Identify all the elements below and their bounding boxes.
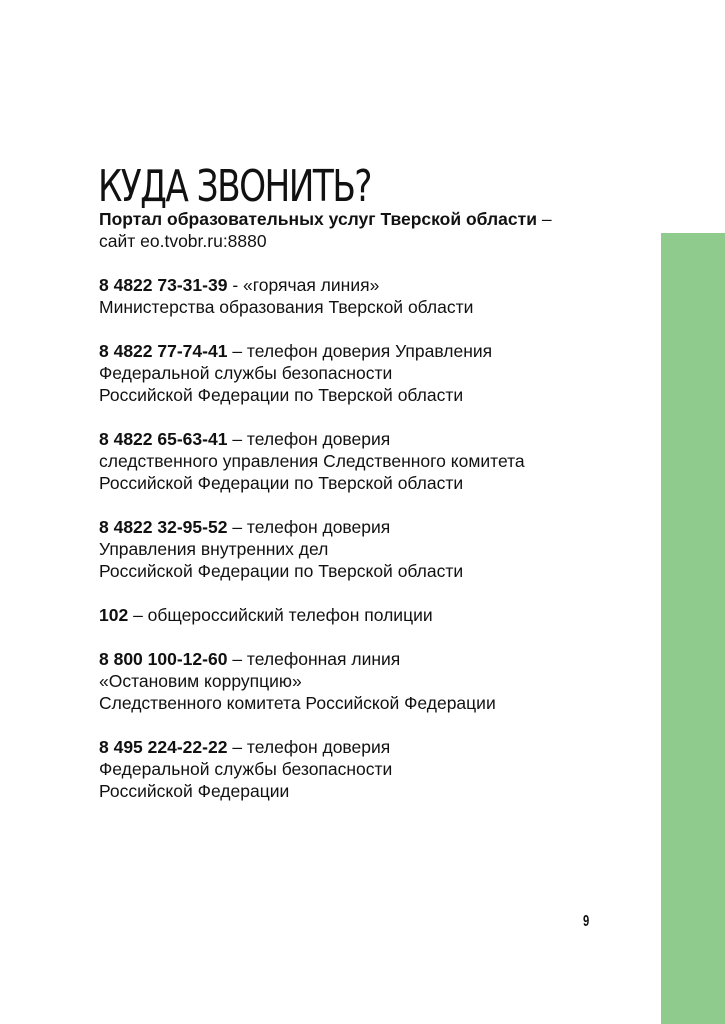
entry-bold-text: Портал образовательных услуг Тверской области xyxy=(99,209,537,229)
entry-heading-line xyxy=(99,340,639,362)
entry-line: Следственного комитета Российской Федерации xyxy=(99,693,496,713)
entry-heading-line xyxy=(99,648,639,670)
entry-line: Российской Федерации по Тверской области xyxy=(99,473,464,493)
entry-line: Управления внутренних дел xyxy=(99,539,329,559)
entry-line: следственного управления Следственного комитета xyxy=(99,451,525,471)
page-title: КУДА ЗВОНИТЬ? xyxy=(98,161,371,213)
entry-line: Российской Федерации по Тверской области xyxy=(99,385,464,405)
page-number: 9 xyxy=(583,913,590,930)
entry-line: Федеральной службы безопасности xyxy=(99,759,393,779)
entry-line: Российской Федерации по Тверской области xyxy=(99,561,464,581)
entry-phone-number: 8 4822 32-95-52 xyxy=(99,517,228,537)
entry-phone-number: 8 800 100-12-60 xyxy=(99,649,228,669)
entry-rest-text: – телефон доверия xyxy=(227,429,391,449)
contact-entry xyxy=(99,274,639,318)
entry-rest-text: – телефон доверия Управления xyxy=(227,341,493,361)
contact-entry xyxy=(99,648,639,714)
entry-heading-line xyxy=(99,516,639,538)
entry-heading-line xyxy=(99,604,639,626)
entry-phone-number: 8 4822 65-63-41 xyxy=(99,429,228,449)
entry-line: «Остановим коррупцию» xyxy=(99,671,302,691)
entry-line: Федеральной службы безопасности xyxy=(99,363,393,383)
entry-phone-number: 8 495 224-22-22 xyxy=(99,737,228,757)
contact-entry xyxy=(99,428,639,494)
entry-heading-line xyxy=(99,274,639,296)
entry-rest-text: – телефонная линия xyxy=(227,649,401,669)
entry-heading-line xyxy=(99,736,639,758)
entry-heading-line xyxy=(99,208,639,230)
entry-rest-text: – телефон доверия xyxy=(227,517,391,537)
contact-list xyxy=(99,208,639,824)
contact-entry xyxy=(99,736,639,802)
entry-rest-text: – телефон доверия xyxy=(227,737,391,757)
entry-rest-text: – общероссийский телефон полиции xyxy=(128,605,433,625)
contact-entry xyxy=(99,604,639,626)
entry-phone-number: 102 xyxy=(99,605,129,625)
contact-entry xyxy=(99,208,639,252)
contact-entry xyxy=(99,340,639,406)
entry-line: Российской Федерации xyxy=(99,781,290,801)
entry-heading-line xyxy=(99,428,639,450)
entry-rest-text: – xyxy=(536,209,552,229)
entry-rest-text: - «горячая линия» xyxy=(227,275,380,295)
green-side-bar xyxy=(661,233,725,1024)
entry-phone-number: 8 4822 77-74-41 xyxy=(99,341,228,361)
entry-line: сайт eo.tvobr.ru:8880 xyxy=(99,231,267,251)
contact-entry xyxy=(99,516,639,582)
entry-phone-number: 8 4822 73-31-39 xyxy=(99,275,228,295)
entry-line: Министерства образования Тверской области xyxy=(99,297,474,317)
